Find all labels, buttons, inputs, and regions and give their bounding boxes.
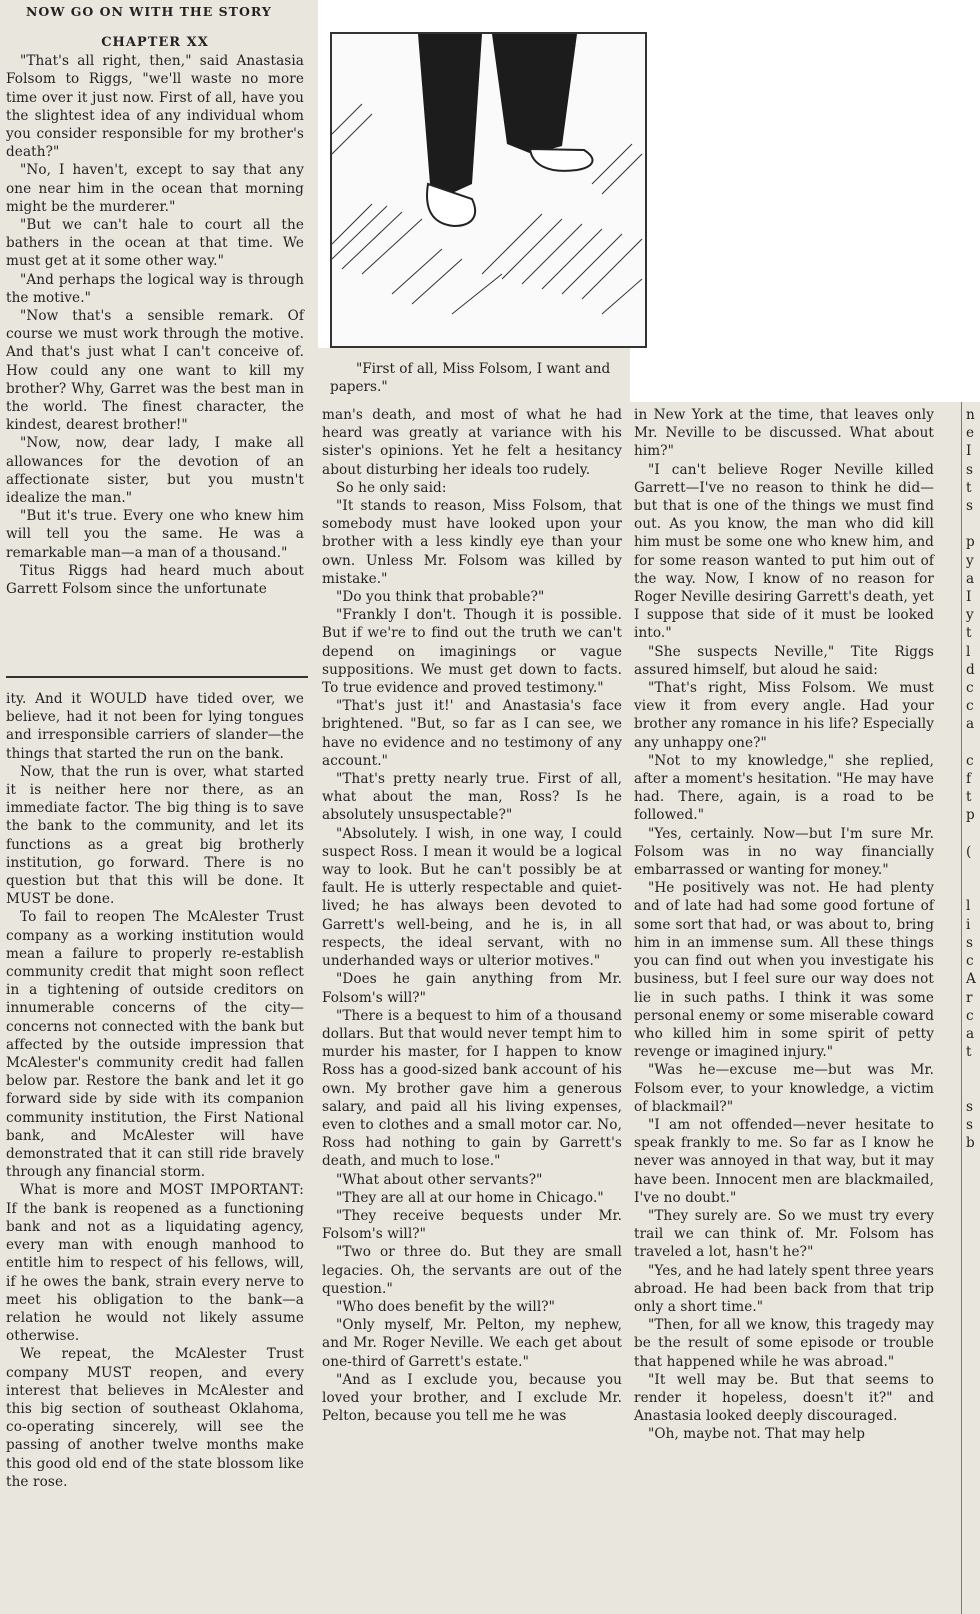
edge-fragment: t: [966, 479, 972, 496]
edge-fragment: [966, 1225, 980, 1243]
story-paragraph: "They are all at our home in Chicago.": [336, 1189, 604, 1206]
edge-fragment: s: [966, 934, 973, 951]
story-paragraph: "Oh, maybe not. That may help: [648, 1426, 866, 1443]
story-paragraph: "He positively was not. He had plenty and of late had had some good fortune of some sort that had, or was about to, bring him in an immense sum. All these things you can find out when you investigate his business, but I feel sure our way does not lie in such paths. I think it was some personal enemy or some miserable coward who killed him in some spirit of petty revenge or imagined injury.": [634, 880, 935, 1061]
story-paragraph: "That's just it!' and Anastasia's face brightened. "But, so far as I can see, we have no evidence and no testimony of any account.": [322, 698, 622, 769]
story-paragraph: "Now that's a sensible remark. Of course we must work through the motive. And that's just what I can't conceive of. How could any one want to kill my brother? Why, Garret was the best man in the world. The finest character, the kindest, dearest brother!": [6, 308, 304, 434]
story-illustration: [330, 32, 647, 348]
edge-fragment: [966, 825, 980, 843]
edge-fragment: [966, 879, 980, 897]
edge-fragment: c: [966, 953, 974, 970]
story-paragraph: "It well may be. But that seems to render it hopeless, doesn't it?" and Anastasia looked deeply discouraged.: [634, 1371, 934, 1425]
story-paragraph: "But it's true. Every one who knew him will tell you the same. He was a remarkable man—a man of a thousand.": [6, 508, 304, 561]
story-column-2: [322, 406, 622, 1425]
story-paragraph: "Only myself, Mr. Pelton, my nephew, and Mr. Roger Neville. We each get about one-third of Garrett's estate.": [322, 1317, 622, 1370]
editorial-column: [6, 690, 304, 1491]
edge-fragment: [966, 1298, 980, 1316]
illustration-drawing: [332, 34, 645, 346]
edge-fragment: l: [966, 898, 971, 915]
story-paragraph: "It stands to reason, Miss Folsom, that somebody must have looked upon your brother with a less kindly eye than your own. Unless Mr. Folsom was killed by mistake.": [322, 498, 622, 587]
edge-fragment: [966, 734, 980, 752]
story-paragraph: "I am not offended—never hesitate to speak frankly to me. So far as I know he never was annoyed in that way, but it may have been. Innocent men are blackmailed, I've no doubt.": [634, 1116, 934, 1206]
story-paragraph: "Then, for all we know, this tragedy may be the result of some episode or trouble that happened while he was abroad.": [634, 1317, 934, 1370]
edge-fragment: a: [966, 570, 975, 587]
column-divider-rule: [6, 676, 308, 678]
adjacent-column-fragments: [966, 406, 980, 1334]
edge-fragment: t: [966, 625, 972, 642]
edge-fragment: [966, 1189, 980, 1207]
story-paragraph: "No, I haven't, except to say that any one near him in the ocean that morning might be the murderer.": [6, 162, 304, 215]
story-paragraph: "Yes, certainly. Now—but I'm sure Mr. Folsom was in no way financially embarrassed or wanting for money.": [634, 825, 934, 879]
chapter-heading: CHAPTER XX: [101, 35, 209, 50]
edge-fragment: I: [966, 443, 972, 460]
editorial-paragraph: Now, that the run is over, what started it is neither here nor there, as an immediate factor. The big thing is to save the bank to the community, and let its functions as a great big brotherly institution, go forward. There is no question but that this will be done. It MUST be done.: [6, 763, 304, 908]
story-paragraph: in New York at the time, that leaves only Mr. Neville to be discussed. What about him?": [634, 407, 934, 460]
story-paragraph: "Who does benefit by the will?": [336, 1298, 556, 1315]
story-paragraph: "Absolutely. I wish, in one way, I could suspect Ross. I mean it would be a logical way to look. But he can't possibly be at fault. He is utterly respectable and quiet-lived; he has always been devoted to Garrett's well-being, and he is, in all respects, the ideal servant, with no underhanded ways or ulterior motives.": [322, 825, 622, 970]
story-paragraph: "Frankly I don't. Though it is possible. But if we're to find out the truth we can't depend on imaginings or vague suppositions. We must get down to facts. To true evidence and proved testimony.": [322, 607, 622, 697]
edge-fragment: p: [966, 807, 975, 824]
story-paragraph: "Do you think that probable?": [336, 589, 545, 606]
editorial-paragraph: To fail to reopen The McAlester Trust company as a working institution would mean a failure to properly re-establish community credit that might soon reflect in a tightening of outside creditors on innumerable concerns of the city—concerns not connected with the bank but affected by the outside impression that McAlester's community credit had fallen below par. Restore the bank and let it go forward side by side with its companion community institution, the First National bank, and McAlester will have demonstrated that it can still ride bravely through any financial storm.: [6, 909, 304, 1181]
edge-fragment: [966, 1061, 980, 1079]
story-paragraph: "What about other servants?": [336, 1171, 543, 1188]
story-paragraph: "They receive bequests under Mr. Folsom's will?": [322, 1207, 622, 1243]
edge-fragment: c: [966, 1007, 974, 1024]
edge-column-rule: [961, 402, 962, 1614]
edge-fragment: c: [966, 680, 974, 697]
edge-fragment: p: [966, 534, 975, 551]
edge-fragment: c: [966, 698, 974, 715]
story-paragraph: "They surely are. So we must try every trail we can think of. Mr. Folsom has traveled a lot, hasn't he?": [634, 1207, 934, 1261]
story-paragraph: "Yes, and he had lately spent three years abroad. He had been back from that trip only a short time.": [634, 1262, 934, 1315]
editorial-paragraph: We repeat, the McAlester Trust company MUST reopen, and every interest that believes in McAlester and this big section of southeast Oklahoma, co-operating sincerely, will see the passing of another twelve months make this good old end of the state blossom like the rose.: [6, 1346, 304, 1490]
story-paragraph: "That's all right, then," said Anastasia Folsom to Riggs, "we'll waste no more time over it just now. First of all, have you the slightest idea of any individual whom you consider responsible for my brother's death?": [6, 53, 304, 161]
story-column-1: [6, 34, 304, 598]
story-paragraph: "Now, now, dear lady, I make all allowances for the devotion of an affectionate sister, but you mustn't idealize the man.": [6, 435, 304, 507]
edge-fragment: l: [966, 643, 971, 660]
edge-fragment: [966, 1262, 980, 1280]
story-paragraph: "But we can't hale to court all the bathers in the ocean at that time. We must get at it some other way.": [6, 217, 304, 270]
story-paragraph: "And perhaps the logical way is through the motive.": [6, 271, 304, 306]
edge-fragment: [966, 1152, 980, 1170]
edge-fragment: [966, 515, 980, 533]
edge-fragment: e: [966, 425, 975, 442]
edge-fragment: s: [966, 1098, 973, 1115]
edge-fragment: A: [966, 971, 976, 988]
story-paragraph: "That's right, Miss Folsom. We must view it from every angle. Had your brother any romance in his life? Especially any unhappy one?": [634, 680, 934, 751]
edge-fragment: [966, 1243, 980, 1261]
section-banner: NOW GO ON WITH THE STORY: [26, 4, 272, 19]
edge-fragment: I: [966, 589, 972, 606]
edge-fragment: t: [966, 1044, 972, 1061]
edge-fragment: y: [966, 607, 974, 624]
edge-fragment: n: [966, 407, 975, 423]
story-paragraph: Titus Riggs had heard much about Garrett Folsom since the unfortunate: [6, 562, 304, 598]
edge-fragment: [966, 1171, 980, 1189]
story-paragraph: "There is a bequest to him of a thousand dollars. But that would never tempt him to murder his master, for I happen to know Ross has a good-sized bank account of his own. My brother gave him a generous salary, and paid all his living expenses, even to clothes and a small motor car. No, Ross had nothing to gain by Garrett's death, and much to lose.": [322, 1007, 622, 1170]
story-paragraph: "Was he—excuse me—but was Mr. Folsom ever, to your knowledge, a victim of blackmail?": [634, 1062, 934, 1115]
edge-fragment: [966, 1080, 980, 1098]
edge-fragment: d: [966, 661, 975, 678]
story-paragraph: "I can't believe Roger Neville killed Garrett—I've no reason to think he did—but that is one of the things we must find out. As you know, the man who did kill him must be some one who knew him, and for some reason wanted to put him out of the way. Now, I know of no reason for Roger Neville desiring Garrett's death, yet I suppose that side of it must be looked into.": [634, 461, 934, 642]
edge-fragment: a: [966, 716, 975, 733]
story-paragraph: So he only said:: [336, 479, 447, 496]
story-paragraph: "And as I exclude you, because you loved your brother, and I exclude Mr. Pelton, because you tell me he was: [322, 1371, 622, 1425]
edge-fragment: a: [966, 1025, 975, 1042]
story-paragraph: "She suspects Neville," Tite Riggs assured himself, but aloud he said:: [634, 643, 934, 678]
edge-fragment: [966, 1280, 980, 1298]
story-paragraph: "Two or three do. But they are small legacies. Oh, the servants are out of the question.": [322, 1244, 622, 1297]
editorial-paragraph: ity. And it WOULD have tided over, we believe, had it not been for lying tongues and irresponsible carriers of slander—the things that started the run on the bank.: [6, 691, 304, 762]
edge-fragment: y: [966, 552, 974, 569]
edge-fragment: s: [966, 461, 973, 478]
edge-fragment: i: [966, 916, 971, 933]
edge-fragment: s: [966, 498, 973, 515]
edge-fragment: f: [966, 771, 972, 788]
edge-fragment: (: [966, 843, 972, 860]
story-paragraph: "That's pretty nearly true. First of all, what about the man, Ross? Is he absolutely unsuspectable?": [322, 771, 622, 824]
edge-fragment: [966, 1207, 980, 1225]
edge-fragment: [966, 1316, 980, 1334]
story-paragraph: "Not to my knowledge," she replied, after a moment's hesitation. "He may have had. There, again, is a road to be followed.": [634, 752, 934, 824]
edge-fragment: s: [966, 1116, 973, 1133]
edge-fragment: [966, 861, 980, 879]
editorial-paragraph: What is more and MOST IMPORTANT: If the bank is reopened as a functioning bank and not as a liquidating agency, every man with enough manhood to entitle him to respect of his fellows, will, if he owes the bank, strain every nerve to meet his obligation to the bank—a relation he would not likely assume otherwise.: [6, 1182, 304, 1345]
edge-fragment: r: [966, 989, 973, 1006]
story-paragraph: "Does he gain anything from Mr. Folsom's will?": [322, 971, 622, 1006]
edge-fragment: t: [966, 789, 972, 806]
story-column-3: [634, 406, 934, 1444]
edge-fragment: c: [966, 752, 974, 769]
illustration-caption: "First of all, Miss Folsom, I want and papers.": [330, 361, 611, 396]
story-paragraph: man's death, and most of what he had heard was greatly at variance with his sister's opinions. Yet he felt a hesitancy about disturbing her ideals too rudely.: [322, 407, 622, 478]
edge-fragment: b: [966, 1135, 975, 1152]
